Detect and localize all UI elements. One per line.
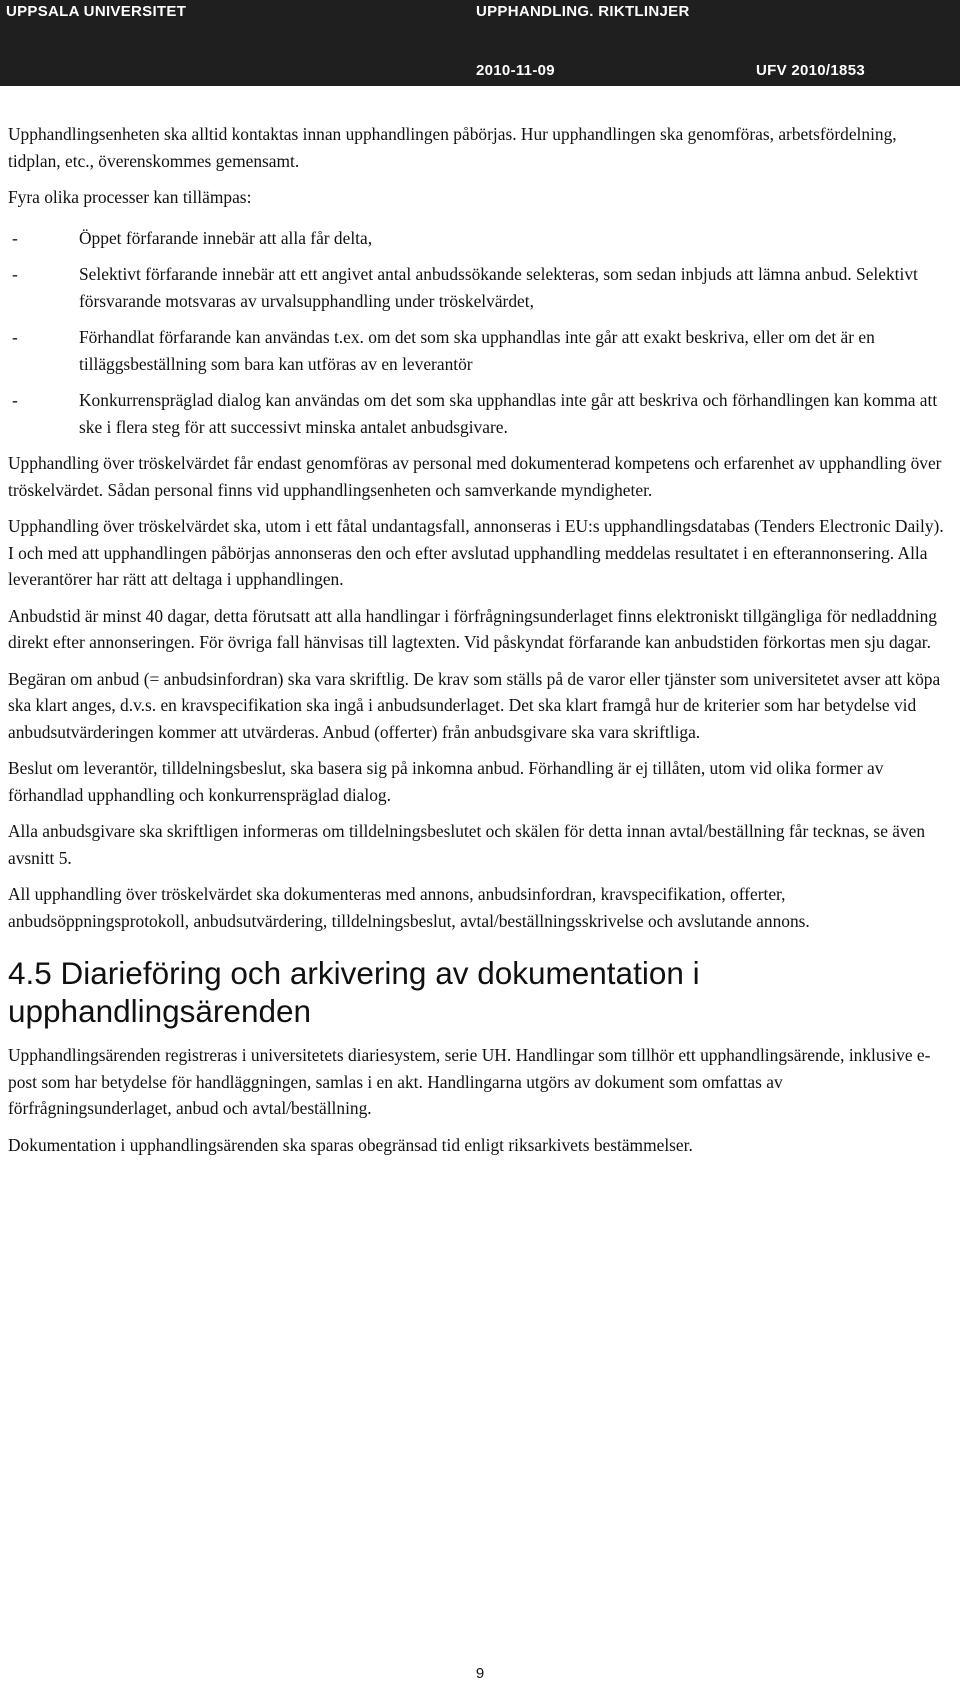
list-bullet: -: [12, 227, 18, 248]
paragraph: Begäran om anbud (= anbudsinfordran) ska vara skriftlig. De krav som ställs på de varor eller tjänster som universitetet avser att köpa ska klart anges, d.v.s. en kravspecifikation ska ingå i anbudsunderlaget. Det ska klart framgå hur de kriterier som har betydelse vid anbudsutvärderingen kommer att utvärderas. Anbud (offerter) från anbudsgivare ska vara skriftliga.: [8, 668, 941, 742]
list-item: [8, 387, 950, 440]
list-item-text: Selektivt förfarande innebär att ett angivet antal anbudssökande selekteras, som sedan inbjuds att lämna anbud. Selektivt försvarande motsvaras av urvalsupphandling under tröskelvärdet,: [79, 264, 918, 311]
header-date: 2010-11-09: [476, 62, 555, 79]
list-bullet: -: [12, 264, 18, 284]
paragraph: Anbudstid är minst 40 dagar, detta förutsatt att alla handlingar i förfrågningsunderlaget finns elektroniskt tillgängliga för nedladdning direkt efter annonseringen. För övriga fall hänvisas till lagtexten. Vid påskyndat förfarande kan anbudstiden förkortas men sju dagar.: [8, 605, 937, 652]
paragraph: Alla anbudsgivare ska skriftligen informeras om tilldelningsbeslutet och skälen för detta innan avtal/beställning får tecknas, se även avsnitt 5.: [8, 821, 926, 868]
paragraph: Fyra olika processer kan tillämpas:: [8, 187, 252, 207]
header-document-title: UPPHANDLING. RIKTLINJER: [476, 3, 690, 20]
list-item-text: Konkurrenspräglad dialog kan användas om det som ska upphandlas inte går att beskriva och förhandlingen kan komma att ske i flera steg för att successivt minska antalet anbudsgivare.: [79, 390, 938, 437]
list-bullet: -: [12, 390, 18, 410]
list-item: [8, 324, 950, 377]
section-heading: 4.5 Diarieföring och arkivering av dokumentation i upphandlingsärenden: [8, 955, 700, 1029]
paragraph: Dokumentation i upphandlingsärenden ska sparas obegränsad tid enligt riksarkivets bestämmelser.: [8, 1134, 693, 1155]
page-header: [0, 0, 960, 86]
list-item: [8, 225, 950, 252]
header-organization: UPPSALA UNIVERSITET: [6, 3, 187, 20]
list-bullet: -: [12, 327, 18, 347]
paragraph: Upphandling över tröskelvärdet ska, utom i ett fåtal undantagsfall, annonseras i EU:s upphandlingsdatabas (Tenders Electronic Daily). I och med att upphandlingen påbörjas annonseras den och efter avslutad upphandling meddelas resultatet i en efterannonsering. Alla leverantörer har rätt att deltaga i upphandlingen.: [8, 516, 944, 589]
list-item: [8, 261, 950, 314]
paragraph: Upphandlingsärenden registreras i universitetets diariesystem, serie UH. Handlingar som tillhör ett upphandlingsärende, inklusive e-post som har betydelse för handläggningen, samlas i en akt. Handlingarna utgörs av dokument som omfattas av förfrågningsunderlaget, anbud och avtal/beställning.: [8, 1045, 931, 1118]
paragraph: All upphandling över tröskelvärdet ska dokumenteras med annons, anbudsinfordran, kravspecifikation, offerter, anbudsöppningsprotokoll, anbudsutvärdering, tilldelningsbeslut, avtal/beställningsskrivelse och avslutande annons.: [8, 884, 810, 931]
page-number: 9: [475, 1665, 485, 1682]
document-body: [8, 121, 950, 1168]
paragraph: Upphandling över tröskelvärdet får endast genomföras av personal med dokumenterad kompetens och erfarenhet av upphandling över tröskelvärdet. Sådan personal finns vid upphandlingsenheten och samverkande myndigheter.: [8, 453, 942, 500]
paragraph: Upphandlingsenheten ska alltid kontaktas innan upphandlingen påbörjas. Hur upphandlingen ska genomföras, arbetsfördelning, tidplan, etc., överenskommes gemensamt.: [8, 124, 897, 171]
process-list: [8, 225, 950, 441]
list-item-text: Förhandlat förfarande kan användas t.ex. om det som ska upphandlas inte går att exakt beskriva, eller om det är en tilläggsbeställning som bara kan utföras av en leverantör: [79, 327, 875, 374]
paragraph: Beslut om leverantör, tilldelningsbeslut, ska basera sig på inkomna anbud. Förhandling är ej tillåten, utom vid olika former av förhandlad upphandling och konkurrenspräglad dialog.: [8, 758, 884, 805]
header-reference: UFV 2010/1853: [756, 62, 865, 79]
list-item-text: Öppet förfarande innebär att alla får delta,: [79, 227, 373, 248]
